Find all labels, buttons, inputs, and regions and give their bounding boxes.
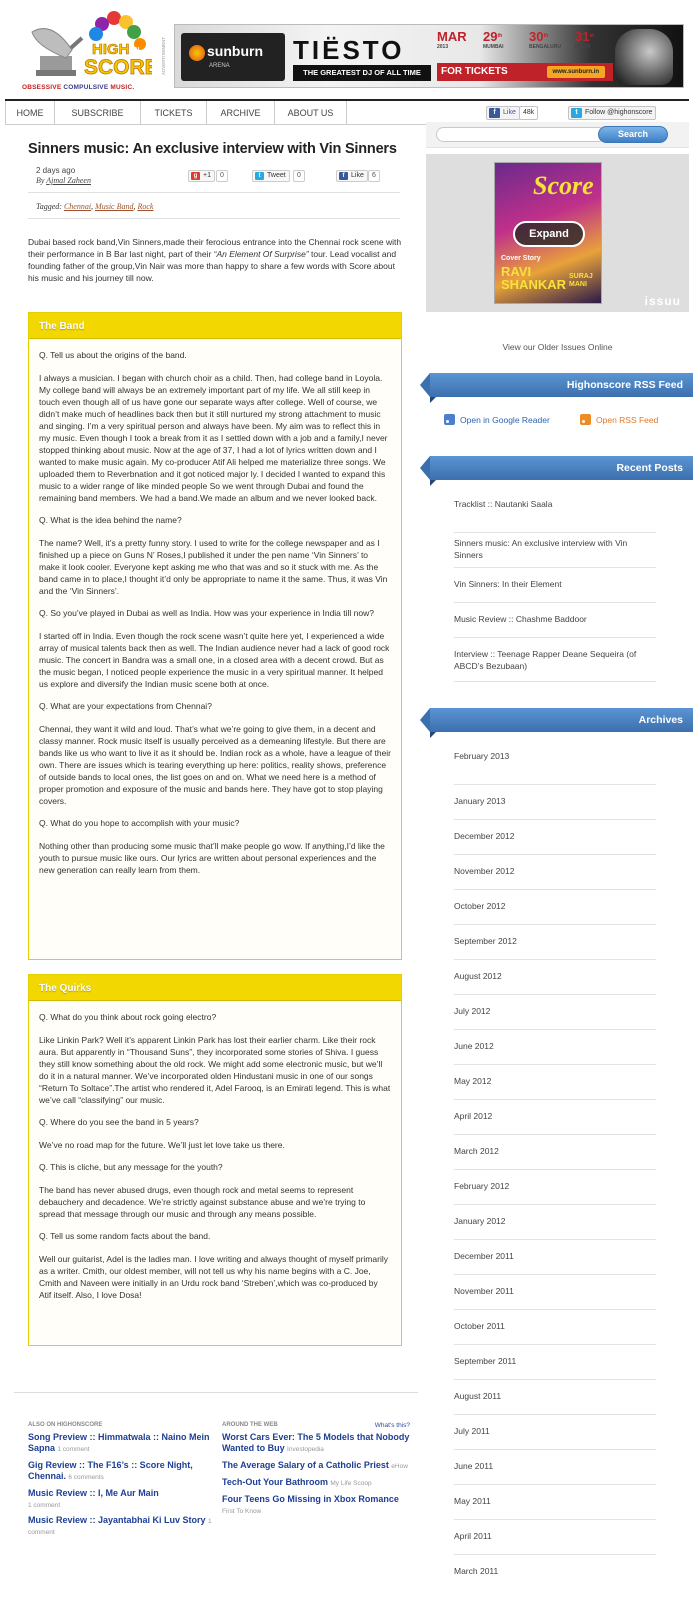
search-button[interactable]: Search — [598, 126, 668, 143]
advertisement-label: ADVERTISEMENT — [161, 36, 166, 76]
rec-link[interactable]: The Average Salary of a Catholic Priest — [222, 1460, 389, 1470]
interview-answer: The band has never abused drugs, even though rock and metal seems to represent debauchery and decadence. We’re strictly against substance abuse and we’re trying to spread that message through our music and through any means possible. — [39, 1185, 366, 1219]
nav-subscribe[interactable]: SUBSCRIBE — [55, 101, 141, 125]
svg-text:SCORE: SCORE — [84, 56, 152, 79]
interview-answer: I started off in India. Even though the rock scene wasn’t quite here yet, I experienced a wide array of musical talents back then as well. The Indian audience never had a lack of good rock music. The concert in Bandra was a small one, in a closed area with a decent crowd. But as the music began, I noticed people experience the music in a very spiritual manner. It helped us explore and diversify the Indian music scene both at once. — [39, 631, 390, 689]
article-tags: Tagged: Chennai, Music Band, Rock — [36, 202, 154, 211]
recent-post-link[interactable]: Interview :: Teenage Rapper Deane Sequeira (of ABCD’s Bezubaan) — [454, 638, 656, 682]
rec-link[interactable]: Four Teens Go Missing in Xbox Romance — [222, 1494, 399, 1504]
facebook-icon: f — [339, 172, 348, 180]
recent-post-link[interactable]: Music Review :: Chashme Baddoor — [454, 603, 656, 638]
expand-button[interactable]: Expand — [513, 221, 585, 247]
interview-question: Q. What are your expectations from Chennai? — [39, 701, 212, 711]
author-link[interactable]: Ajmal Zaheen — [46, 176, 91, 185]
site-header — [0, 0, 693, 98]
the-quirks-section — [28, 974, 402, 1346]
around-the-web — [222, 1422, 410, 1521]
interview-answer: We’ve no road map for the future. We’ll just let love take us there. — [39, 1140, 285, 1150]
also-on-highonscore — [28, 1422, 216, 1542]
interview-answer: The name? Well, it’s a pretty funny story. I used to write for the college newspaper and as I finished up a piece on Guns N’ Roses,I published it under the pen name ‘Vin Sinners’ to make it look cooler. Everyone kept asking me who that was and so it stuck with me. As the band came in to place,I thought it’d only be appropriate to name it the same. Thus, it was Vin and the ‘Vin Sinners’. — [39, 538, 388, 596]
recommendations-divider — [14, 1392, 418, 1423]
archives-heading: Archives — [430, 708, 693, 732]
recent-posts-list — [454, 498, 656, 682]
recent-post-link[interactable]: Tracklist :: Nautanki Saala — [454, 498, 656, 533]
archive-month-link[interactable]: May 2011 — [454, 1485, 656, 1520]
nav-archive[interactable]: ARCHIVE — [207, 101, 275, 125]
archive-month-link[interactable]: August 2011 — [454, 1380, 656, 1415]
rec-link[interactable]: Tech-Out Your Bathroom — [222, 1477, 329, 1487]
tweet-count: 0 — [293, 170, 305, 182]
banner-url[interactable]: www.sunburn.in — [547, 66, 605, 78]
facebook-icon: f — [489, 108, 500, 118]
interview-answer: I always a musician. I began with church choir as a child. Then, had college band in Loyola. My college band will always be an extremely important part of my life. We all still keep in touch even though all of us have gone our separate ways after college. Well of course, we didn’t make much of headlines back then but it still nurtured my strong attachment to music and singing. I’m a very spiritual person and always have been. My aim was to reflect this in my music. Even though I took a break from it as I settled down with a job and a family,I never stopped thinking about music. Now at the age of 37, I had a lot of lyrics written down and I wanted to make music again. My co-producer Atif Ali helped me materialize three songs. We uploaded them to Reverbnation and it got noticed major ly. I decided I wanted to expand this music to a wider range of like minded people So we went through Dubai and found the remaining band members. We had a band.We made an album and we never looked back. — [39, 373, 388, 503]
archive-month-link[interactable]: January 2012 — [454, 1205, 656, 1240]
archive-month-link[interactable]: January 2013 — [454, 785, 656, 820]
nav-tickets[interactable]: TICKETS — [141, 101, 207, 125]
sunburn-arena-logo: sunburn ARENA — [181, 33, 285, 81]
interview-answer: Like Linkin Park? Well it’s apparent Linkin Park has lost their earlier charm. Like their rock aura. But apparently in “Thousand Suns”, they incorporated some stories of Shiva. I guess they still know something about the old rock. We might add some electronic music, but we’ll do it in a natural manner. We’ve incorporated olden Hindustani music in one of our songs “Return To Soltace”.The artist who rendered it, Adel Farooq, is an Emirati legend. This is what we’ve call “classifying” our music. — [39, 1035, 391, 1105]
archive-month-link[interactable]: May 2012 — [454, 1065, 656, 1100]
magazine-cover[interactable]: Score Cover Story RAVI SHANKAR SURAJ MANI Expand — [494, 162, 602, 304]
archive-month-link[interactable]: February 2013 — [454, 750, 656, 785]
nav-home[interactable]: HOME — [5, 101, 55, 125]
site-tagline: OBSESSIVE COMPULSIVE MUSIC. — [22, 84, 135, 91]
interview-answer: Well our guitarist, Adel is the ladies man. I love writing and always thought of myself primarily as a writer. Cmith, our oldest member, will not tell us why his name begins with a C. Joe, Cmith and Naveen were initially in an Urdu rock band ‘Streben’,which was co-produced by Atif itself. Also, I love Dosa! — [39, 1254, 388, 1300]
facebook-like-button[interactable]: f Like — [486, 106, 520, 120]
archive-month-link[interactable]: June 2011 — [454, 1450, 656, 1485]
archive-month-link[interactable]: February 2012 — [454, 1170, 656, 1205]
archive-month-link[interactable]: October 2011 — [454, 1310, 656, 1345]
nav-about-us[interactable]: ABOUT US — [275, 101, 347, 125]
rec-link[interactable]: Gig Review :: The F16’s :: Score Night, Chennai. — [28, 1460, 193, 1481]
archive-month-link[interactable]: December 2012 — [454, 820, 656, 855]
interview-answer: Chennai, they want it wild and loud. That’s what we’re going to give them, in a decent and classy manner. Rock music itself is usually perceived as a demeaning lifestyle. But there are bands like us who want to live it as it should be. Indian rock as a whole, have a league of their own. There are issues which is tearing everything up here: politics, reality shows, preference of outside bands to local ones, the list goes on and on. What we need here is a method of proper promotion and exposure of the music and bands here. They have got to stop playing covers. — [39, 724, 392, 806]
archive-month-link[interactable]: April 2011 — [454, 1520, 656, 1555]
rec-link[interactable]: Music Review :: Jayantabhai Ki Luv Story — [28, 1515, 206, 1525]
issuu-logo: issuu — [644, 294, 681, 308]
archive-month-link[interactable]: October 2012 — [454, 890, 656, 925]
archive-month-link[interactable]: November 2012 — [454, 855, 656, 890]
twitter-follow-button[interactable]: t Follow @highonscore — [568, 106, 656, 120]
section-heading: The Quirks — [29, 975, 401, 1001]
recs-heading: ALSO ON HIGHONSCORE — [28, 1422, 103, 1428]
whats-this-link[interactable]: What's this? — [374, 1422, 410, 1429]
banner-date-1: 29th MUMBAI — [483, 29, 504, 50]
section-heading: The Band — [29, 313, 401, 339]
rec-link[interactable]: Song Preview :: Himmatwala :: Naino Mein Sapna — [28, 1432, 210, 1453]
svg-text:HIGH: HIGH — [92, 41, 130, 58]
rec-item: Tech-Out Your Bathroom My Life Scoop — [222, 1477, 372, 1487]
facebook-like-count: 48k — [519, 106, 538, 120]
rec-item: Music Review :: Jayantabhai Ki Luv Story 1 comment — [28, 1515, 212, 1536]
article-meta — [36, 166, 91, 186]
interview-answer: Nothing other than producing some music that’ll make people go wow. If anything,I’d like the youth to pursue music like ours. Our lyrics are written about personal experiences and the new generation can really learn from them. — [39, 841, 385, 875]
recent-posts-heading: Recent Posts — [430, 456, 693, 480]
article-intro: Dubai based rock band,Vin Sinners,made their ferocious entrance into the Chennai rock scene with their performance in B Bar last night, part of their “An Element Of Surprise” tour. Lead vocalist and founding father of the group,Vin Nair was more than happy to share a few words with Score about his music and his journey till now. — [28, 237, 402, 283]
interview-question: Q. What is the idea behind the name? — [39, 515, 182, 525]
banner-month: MAR 2013 — [437, 29, 467, 50]
section-body — [29, 1001, 401, 1301]
sun-icon — [189, 45, 205, 61]
archive-month-link[interactable]: September 2012 — [454, 925, 656, 960]
banner-tagline: THE GREATEST DJ OF ALL TIME — [293, 65, 431, 81]
recent-post-link[interactable]: Sinners music: An exclusive interview with Vin Sinners — [454, 533, 656, 568]
archive-month-link[interactable]: June 2012 — [454, 1030, 656, 1065]
article-byline: By Ajmal Zaheen — [36, 176, 91, 185]
rec-item: Music Review :: I, Me Aur Main 1 comment — [28, 1488, 159, 1509]
rec-item: Worst Cars Ever: The 5 Models that Nobody Wanted to Buy Investopedia — [222, 1432, 410, 1453]
search-bar — [426, 122, 689, 148]
rec-item: The Average Salary of a Catholic Priest eHow — [222, 1460, 408, 1470]
banner-headliner: TIËSTO — [293, 35, 405, 65]
rec-link[interactable]: Worst Cars Ever: The 5 Models that Nobody Wanted to Buy — [222, 1432, 410, 1453]
tag-link[interactable]: Music Band — [95, 202, 134, 211]
google-reader-link[interactable]: Open in Google Reader — [444, 414, 550, 426]
interview-question: Q. What do you think about rock going electro? — [39, 1012, 217, 1022]
tag-link[interactable]: Chennai — [63, 202, 92, 211]
site-logo[interactable] — [22, 8, 152, 92]
tag-link[interactable]: Rock — [137, 202, 154, 211]
recs-heading: AROUND THE WEB — [222, 1422, 278, 1428]
archive-month-link[interactable]: December 2011 — [454, 1240, 656, 1275]
article-date: 2 days ago — [36, 166, 76, 175]
divider — [28, 218, 400, 219]
svg-text:ON: ON — [129, 47, 140, 54]
twitter-icon: t — [571, 108, 582, 118]
banner-date-2: 30th BENGALURU — [529, 29, 561, 50]
interview-question: Q. So you’ve played in Dubai as well as India. How was your experience in India till now? — [39, 608, 374, 618]
archive-month-link[interactable]: March 2012 — [454, 1135, 656, 1170]
open-rss-link[interactable]: Open RSS Feed — [580, 414, 658, 426]
google-plus-count: 0 — [216, 170, 228, 182]
rec-item: Gig Review :: The F16’s :: Score Night, Chennai. 6 comments — [28, 1460, 193, 1481]
archive-month-link[interactable]: September 2011 — [454, 1345, 656, 1380]
interview-question: Q. Where do you see the band in 5 years? — [39, 1117, 199, 1127]
rss-icon — [580, 414, 591, 425]
article — [28, 140, 418, 283]
archive-month-link[interactable]: August 2012 — [454, 960, 656, 995]
facebook-share-button[interactable]: f Like — [336, 170, 368, 182]
artist-photo — [615, 29, 673, 85]
archive-month-link[interactable]: March 2011 — [454, 1566, 499, 1576]
archive-month-link[interactable]: November 2011 — [454, 1275, 656, 1310]
interview-question: Q. What do you hope to accomplish with your music? — [39, 818, 240, 828]
google-plus-button[interactable]: g +1 — [188, 170, 215, 182]
archives-list — [454, 750, 656, 1581]
archive-month-link[interactable]: April 2012 — [454, 1100, 656, 1135]
the-band-section — [28, 312, 402, 960]
banner-date-3: 31st DELHI — [575, 29, 594, 50]
article-title: Sinners music: An exclusive interview with Vin Sinners — [28, 141, 397, 157]
rec-item: Four Teens Go Missing in Xbox Romance First To Know — [222, 1494, 399, 1515]
interview-question: Q. Tell us some random facts about the band. — [39, 1231, 211, 1241]
archive-month-link[interactable]: July 2011 — [454, 1415, 656, 1450]
rss-feed-heading: Highonscore RSS Feed — [430, 373, 693, 397]
sunburn-banner-ad[interactable] — [174, 24, 684, 88]
older-issues-link[interactable]: View our Older Issues Online — [502, 342, 613, 352]
interview-question: Q. Tell us about the origins of the band. — [39, 350, 187, 360]
divider — [28, 192, 400, 193]
archive-month-link[interactable]: July 2012 — [454, 995, 656, 1030]
facebook-share-count: 6 — [368, 170, 380, 182]
twitter-icon: t — [255, 172, 264, 180]
rec-item: Song Preview :: Himmatwala :: Naino Mein Sapna 1 comment — [28, 1432, 210, 1453]
interview-question: Q. This is cliche, but any message for the youth? — [39, 1162, 223, 1172]
issuu-magazine-widget[interactable] — [426, 154, 689, 312]
search-input[interactable] — [436, 127, 606, 142]
google-reader-icon — [444, 414, 455, 425]
google-plus-icon: g — [191, 172, 200, 180]
recent-post-link[interactable]: Vin Sinners: In their Element — [454, 568, 656, 603]
banner-tickets[interactable]: FOR TICKETS www.sunburn.in — [437, 63, 613, 81]
gramophone-logo-icon — [22, 8, 152, 84]
section-body — [29, 339, 401, 876]
rec-link[interactable]: Music Review :: I, Me Aur Main — [28, 1488, 159, 1498]
tweet-button[interactable]: t Tweet — [252, 170, 290, 182]
